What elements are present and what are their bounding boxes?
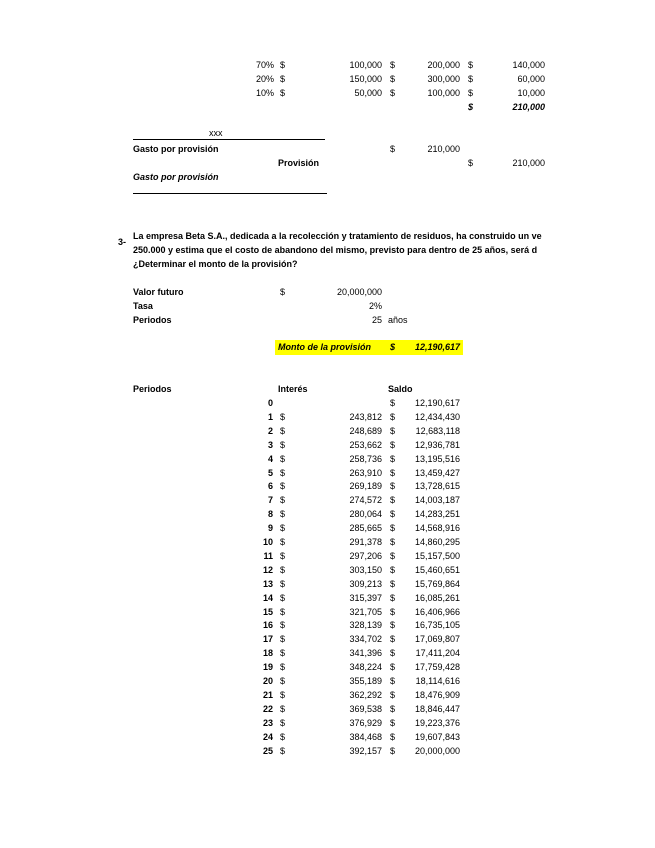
top-value: 140,000 bbox=[512, 60, 545, 70]
rate-label: Tasa bbox=[133, 301, 153, 311]
interest-cell: 243,812 bbox=[349, 411, 382, 422]
journal-debit-account: Gasto por provisión bbox=[133, 144, 219, 154]
period-cell: 2 bbox=[267, 425, 273, 436]
interest-sign: $ bbox=[280, 620, 286, 631]
problem-line: 250.000 y estima que el costo de abandono del mismo, previsto para dentro de 25 años, será d bbox=[133, 245, 538, 255]
journal-credit-sign: $ bbox=[468, 158, 474, 168]
balance-cell: 16,735,105 bbox=[414, 620, 460, 631]
balance-sign: $ bbox=[390, 662, 396, 673]
interest-sign: $ bbox=[280, 564, 286, 575]
top-sign: $ bbox=[390, 88, 396, 98]
top-sign: $ bbox=[468, 74, 474, 84]
future-value: 20,000,000 bbox=[336, 287, 382, 297]
top-value: 300,000 bbox=[427, 74, 460, 84]
interest-sign: $ bbox=[280, 481, 286, 492]
period-cell: 7 bbox=[267, 495, 273, 506]
balance-cell: 16,085,261 bbox=[414, 592, 460, 603]
balance-cell: 14,003,187 bbox=[414, 495, 460, 506]
periods-label: Periodos bbox=[133, 315, 172, 325]
interest-cell: 248,689 bbox=[349, 425, 382, 436]
balance-sign: $ bbox=[390, 606, 396, 617]
balance-cell: 18,476,909 bbox=[414, 689, 460, 700]
result-sign: $ bbox=[390, 342, 396, 352]
period-cell: 9 bbox=[267, 523, 273, 534]
interest-sign: $ bbox=[280, 634, 286, 645]
balance-cell: 12,434,430 bbox=[414, 411, 460, 422]
col-interest-header: Interés bbox=[278, 384, 308, 394]
problem-number: 3- bbox=[118, 237, 127, 247]
interest-sign: $ bbox=[280, 648, 286, 659]
period-cell: 20 bbox=[262, 676, 273, 686]
interest-sign: $ bbox=[280, 537, 286, 547]
period-cell: 23 bbox=[262, 717, 273, 728]
balance-cell: 15,769,864 bbox=[414, 578, 460, 589]
balance-cell: 15,460,651 bbox=[414, 564, 460, 575]
period-cell: 4 bbox=[267, 453, 273, 464]
interest-sign: $ bbox=[280, 578, 286, 589]
interest-cell: 303,150 bbox=[349, 564, 382, 575]
period-cell: 22 bbox=[262, 703, 273, 714]
top-value: 150,000 bbox=[349, 74, 382, 84]
future-value-sign: $ bbox=[280, 287, 286, 297]
balance-sign: $ bbox=[390, 439, 396, 450]
top-total: 210,000 bbox=[512, 102, 545, 112]
period-cell: 25 bbox=[262, 745, 273, 756]
journal-credit-account: Provisión bbox=[278, 158, 320, 168]
period-cell: 16 bbox=[262, 620, 273, 631]
period-cell: 3 bbox=[267, 439, 273, 450]
balance-sign: $ bbox=[390, 634, 396, 645]
period-cell: 15 bbox=[262, 606, 273, 617]
col-period-header: Periodos bbox=[133, 384, 172, 394]
interest-sign: $ bbox=[280, 509, 286, 520]
interest-cell: 285,665 bbox=[349, 523, 382, 534]
period-cell: 10 bbox=[262, 537, 273, 547]
balance-sign: $ bbox=[390, 495, 396, 506]
period-cell: 1 bbox=[267, 411, 273, 422]
balance-cell: 20,000,000 bbox=[414, 745, 460, 756]
interest-cell: 269,189 bbox=[349, 481, 382, 492]
rate-value: 2% bbox=[368, 301, 382, 311]
result-value: 12,190,617 bbox=[414, 342, 460, 352]
balance-cell: 14,283,251 bbox=[414, 509, 460, 520]
balance-sign: $ bbox=[390, 578, 396, 589]
interest-cell: 376,929 bbox=[349, 717, 382, 728]
balance-sign: $ bbox=[390, 689, 396, 700]
period-cell: 12 bbox=[262, 564, 273, 575]
top-value: 100,000 bbox=[349, 60, 382, 70]
balance-sign: $ bbox=[390, 731, 396, 742]
balance-cell: 17,759,428 bbox=[414, 662, 460, 673]
period-cell: 19 bbox=[262, 662, 273, 673]
interest-sign: $ bbox=[280, 550, 286, 561]
balance-cell: 12,683,118 bbox=[415, 425, 460, 436]
journal-top-rule bbox=[133, 139, 325, 140]
periods-unit: años bbox=[388, 315, 408, 325]
balance-cell: 12,936,781 bbox=[414, 439, 460, 450]
top-pct: 10% bbox=[255, 88, 274, 98]
balance-cell: 13,195,516 bbox=[414, 453, 460, 464]
top-sign: $ bbox=[280, 74, 286, 84]
balance-sign: $ bbox=[390, 398, 396, 408]
interest-cell: 315,397 bbox=[349, 592, 382, 603]
period-cell: 21 bbox=[262, 689, 273, 700]
interest-cell: 334,702 bbox=[349, 634, 382, 645]
top-value: 200,000 bbox=[427, 60, 460, 70]
interest-sign: $ bbox=[280, 592, 286, 603]
balance-sign: $ bbox=[390, 592, 396, 603]
journal-debit-amount: 210,000 bbox=[427, 144, 460, 154]
col-balance-header: Saldo bbox=[388, 384, 413, 394]
interest-sign: $ bbox=[280, 425, 286, 436]
period-cell: 0 bbox=[267, 398, 273, 408]
interest-sign: $ bbox=[280, 662, 286, 673]
balance-cell: 14,860,295 bbox=[414, 537, 460, 547]
balance-sign: $ bbox=[390, 481, 396, 492]
top-total-sign: $ bbox=[468, 102, 474, 112]
problem-line: La empresa Beta S.A., dedicada a la recolección y tratamiento de residuos, ha construido un ve bbox=[133, 231, 542, 241]
interest-cell: 392,157 bbox=[349, 745, 382, 756]
interest-cell: 258,736 bbox=[349, 453, 382, 464]
balance-sign: $ bbox=[390, 467, 396, 478]
interest-cell: 253,662 bbox=[349, 439, 382, 450]
journal-header: xxx bbox=[209, 128, 223, 138]
interest-sign: $ bbox=[280, 411, 286, 422]
balance-sign: $ bbox=[390, 523, 396, 534]
period-cell: 17 bbox=[262, 634, 273, 645]
period-cell: 13 bbox=[262, 578, 273, 589]
top-sign: $ bbox=[390, 60, 396, 70]
balance-cell: 13,728,615 bbox=[414, 481, 460, 492]
balance-sign: $ bbox=[390, 425, 396, 436]
interest-cell: 362,292 bbox=[349, 689, 382, 700]
balance-sign: $ bbox=[390, 411, 396, 422]
balance-sign: $ bbox=[390, 648, 396, 659]
balance-cell: 19,607,843 bbox=[414, 731, 460, 742]
period-cell: 11 bbox=[263, 550, 273, 561]
interest-cell: 355,189 bbox=[349, 676, 382, 686]
top-pct: 20% bbox=[255, 74, 274, 84]
balance-cell: 19,223,376 bbox=[414, 717, 460, 728]
result-label: Monto de la provisión bbox=[278, 342, 372, 352]
interest-cell: 369,538 bbox=[349, 703, 382, 714]
interest-cell: 297,206 bbox=[349, 550, 382, 561]
interest-cell: 280,064 bbox=[349, 509, 382, 520]
interest-cell: 328,139 bbox=[349, 620, 382, 631]
balance-sign: $ bbox=[390, 745, 396, 756]
interest-sign: $ bbox=[280, 453, 286, 464]
top-sign: $ bbox=[468, 60, 474, 70]
future-value-label: Valor futuro bbox=[133, 287, 184, 297]
interest-cell: 263,910 bbox=[349, 467, 382, 478]
journal-credit-amount: 210,000 bbox=[512, 158, 545, 168]
balance-cell: 17,069,807 bbox=[414, 634, 460, 645]
interest-cell: 348,224 bbox=[349, 662, 382, 673]
interest-sign: $ bbox=[280, 606, 286, 617]
balance-sign: $ bbox=[390, 509, 396, 520]
interest-cell: 341,396 bbox=[349, 648, 382, 659]
period-cell: 6 bbox=[267, 481, 273, 492]
interest-cell: 321,705 bbox=[349, 606, 382, 617]
interest-sign: $ bbox=[280, 676, 286, 686]
balance-cell: 17,411,204 bbox=[415, 648, 460, 659]
balance-cell: 14,568,916 bbox=[414, 523, 460, 534]
interest-sign: $ bbox=[280, 717, 286, 728]
top-value: 10,000 bbox=[517, 88, 545, 98]
top-value: 50,000 bbox=[354, 88, 382, 98]
period-cell: 8 bbox=[267, 509, 273, 520]
top-value: 60,000 bbox=[517, 74, 545, 84]
interest-sign: $ bbox=[280, 745, 286, 756]
balance-cell: 12,190,617 bbox=[414, 398, 460, 408]
balance-cell: 13,459,427 bbox=[414, 467, 460, 478]
balance-sign: $ bbox=[390, 453, 396, 464]
interest-sign: $ bbox=[280, 467, 286, 478]
interest-sign: $ bbox=[280, 439, 286, 450]
balance-sign: $ bbox=[390, 703, 396, 714]
period-cell: 5 bbox=[267, 467, 273, 478]
balance-sign: $ bbox=[390, 537, 396, 547]
balance-cell: 18,846,447 bbox=[414, 703, 460, 714]
period-cell: 24 bbox=[262, 731, 273, 742]
interest-cell: 291,378 bbox=[349, 537, 382, 547]
balance-sign: $ bbox=[390, 676, 396, 686]
top-pct: 70% bbox=[255, 60, 274, 70]
top-value: 100,000 bbox=[427, 88, 460, 98]
balance-sign: $ bbox=[390, 620, 396, 631]
balance-cell: 18,114,616 bbox=[415, 676, 460, 686]
interest-cell: 309,213 bbox=[349, 578, 382, 589]
interest-cell: 274,572 bbox=[349, 495, 382, 506]
period-cell: 14 bbox=[262, 592, 273, 603]
top-sign: $ bbox=[280, 88, 286, 98]
top-sign: $ bbox=[468, 88, 474, 98]
interest-cell: 384,468 bbox=[349, 731, 382, 742]
journal-debit-sign: $ bbox=[390, 144, 396, 154]
interest-sign: $ bbox=[280, 689, 286, 700]
problem-line: ¿Determinar el monto de la provisión? bbox=[133, 259, 298, 269]
balance-sign: $ bbox=[390, 717, 396, 728]
periods-value: 25 bbox=[371, 315, 382, 325]
interest-sign: $ bbox=[280, 495, 286, 506]
interest-sign: $ bbox=[280, 703, 286, 714]
journal-narration: Gasto por provisión bbox=[133, 172, 219, 182]
balance-cell: 16,406,966 bbox=[414, 606, 460, 617]
top-sign: $ bbox=[280, 60, 286, 70]
top-sign: $ bbox=[390, 74, 396, 84]
interest-sign: $ bbox=[280, 731, 286, 742]
interest-sign: $ bbox=[280, 523, 286, 534]
journal-bottom-rule bbox=[133, 193, 327, 194]
balance-sign: $ bbox=[390, 564, 396, 575]
period-cell: 18 bbox=[262, 648, 273, 659]
balance-sign: $ bbox=[390, 550, 396, 561]
balance-cell: 15,157,500 bbox=[414, 550, 460, 561]
